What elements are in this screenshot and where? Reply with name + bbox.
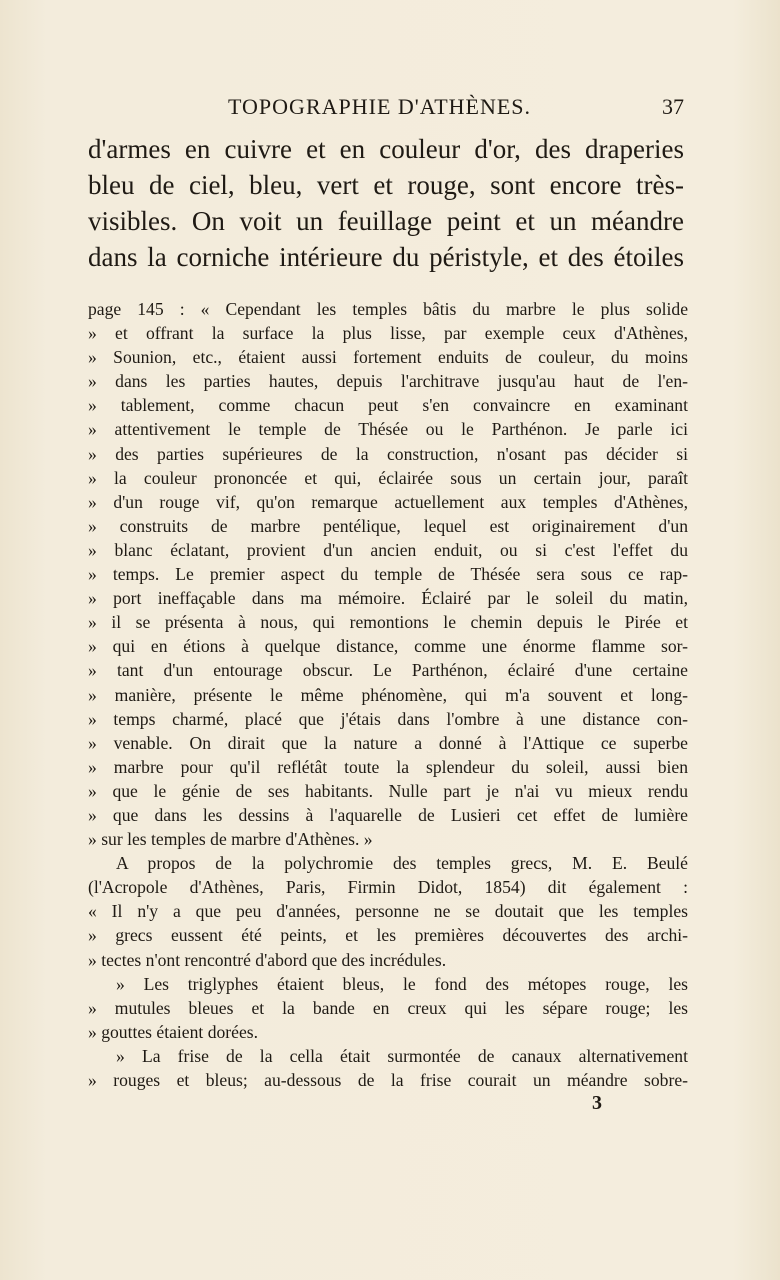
footnote-line: » tant d'un entourage obscur. Le Parthénon, éclairé d'une certaine — [88, 660, 688, 681]
paragraph-line: » La frise de la cella était surmontée de canaux alternativement — [116, 1045, 688, 1066]
page-number: 37 — [662, 94, 684, 119]
footnote-line: » port ineffaçable dans ma mémoire. Éclairé par le soleil du matin, — [88, 588, 688, 609]
footnote-block — [88, 297, 688, 1092]
paragraph-line: « Il n'y a que peu d'années, personne ne se doutait que les temples — [88, 901, 688, 922]
main-text-line: dans la corniche intérieure du péristyle, et des étoiles — [88, 242, 684, 272]
footnote-line: » construits de marbre pentélique, lequel est originairement d'un — [88, 515, 688, 536]
running-title: TOPOGRAPHIE D'ATHÈNES. — [228, 94, 532, 119]
footnote-line: » Sounion, etc., étaient aussi fortement enduits de couleur, du moins — [88, 347, 688, 368]
footnote-line: » attentivement le temple de Thésée ou le Parthénon. Je parle ici — [88, 419, 688, 440]
footnote-line: » qui en étions à quelque distance, comme une énorme flamme sor- — [88, 636, 688, 657]
main-text-line: d'armes en cuivre et en couleur d'or, des draperies — [88, 134, 684, 164]
footnote-line: » des parties supérieures de la construction, n'osant pas décider si — [88, 443, 688, 464]
paragraph-line: » gouttes étaient dorées. — [88, 1021, 259, 1042]
main-text-line: visibles. On voit un feuillage peint et un méandre — [88, 206, 684, 236]
footnote-line: » et offrant la surface la plus lisse, par exemple ceux d'Athènes, — [88, 323, 688, 344]
paragraph-line: (l'Acropole d'Athènes, Paris, Firmin Didot, 1854) dit également : — [88, 877, 688, 898]
footnote-line: » sur les temples de marbre d'Athènes. » — [88, 829, 373, 850]
paragraph-line: » Les triglyphes étaient bleus, le fond des métopes rouge, les — [116, 973, 688, 994]
footnote-line: » dans les parties hautes, depuis l'architrave jusqu'au haut de l'en- — [88, 371, 688, 392]
main-text-line: bleu de ciel, bleu, vert et rouge, sont encore très- — [88, 170, 684, 200]
main-text-block — [88, 131, 684, 275]
signature-mark: 3 — [592, 1092, 602, 1114]
footnote-line: » il se présenta à nous, qui remontions le chemin depuis le Pirée et — [88, 612, 688, 633]
footnote-line: » temps. Le premier aspect du temple de Thésée sera sous ce rap- — [88, 564, 688, 585]
footnote-line: » que le génie de ses habitants. Nulle part je n'ai vu mieux rendu — [88, 780, 688, 801]
footnote-line: » tablement, comme chacun peut s'en convaincre en examinant — [88, 395, 688, 416]
footnote-line: » d'un rouge vif, qu'on remarque actuellement aux temples d'Athènes, — [88, 491, 688, 512]
footnote-line: » venable. On dirait que la nature a donné à l'Attique ce superbe — [88, 732, 688, 753]
footnote-line: » marbre pour qu'il reflétât toute la splendeur du soleil, aussi bien — [88, 756, 688, 777]
footnote-line: » temps charmé, placé que j'étais dans l'ombre à une distance con- — [88, 708, 688, 729]
paragraph-line: » tectes n'ont rencontré d'abord que des incrédules. — [88, 949, 447, 970]
footnote-line: » la couleur prononcée et qui, éclairée sous un certain jour, paraît — [88, 467, 688, 488]
paragraph-line: » grecs eussent été peints, et les premières découvertes des archi- — [88, 925, 688, 946]
page-header — [88, 94, 684, 124]
footnote-line: » que dans les dessins à l'aquarelle de Lusieri cet effet de lumière — [88, 804, 688, 825]
footnote-line: page 145 : « Cependant les temples bâtis du marbre le plus solide — [88, 299, 688, 319]
paragraph-line: » mutules bleues et la bande en creux qui les sépare rouge; les — [88, 997, 688, 1018]
footnote-line: » blanc éclatant, provient d'un ancien enduit, ou si c'est l'effet du — [88, 539, 688, 560]
paragraph-line: A propos de la polychromie des temples grecs, M. E. Beulé — [116, 853, 688, 874]
footnote-line: » manière, présente le même phénomène, qui m'a souvent et long- — [88, 684, 688, 705]
paragraph-line: » rouges et bleus; au-dessous de la frise courait un méandre sobre- — [88, 1070, 688, 1090]
